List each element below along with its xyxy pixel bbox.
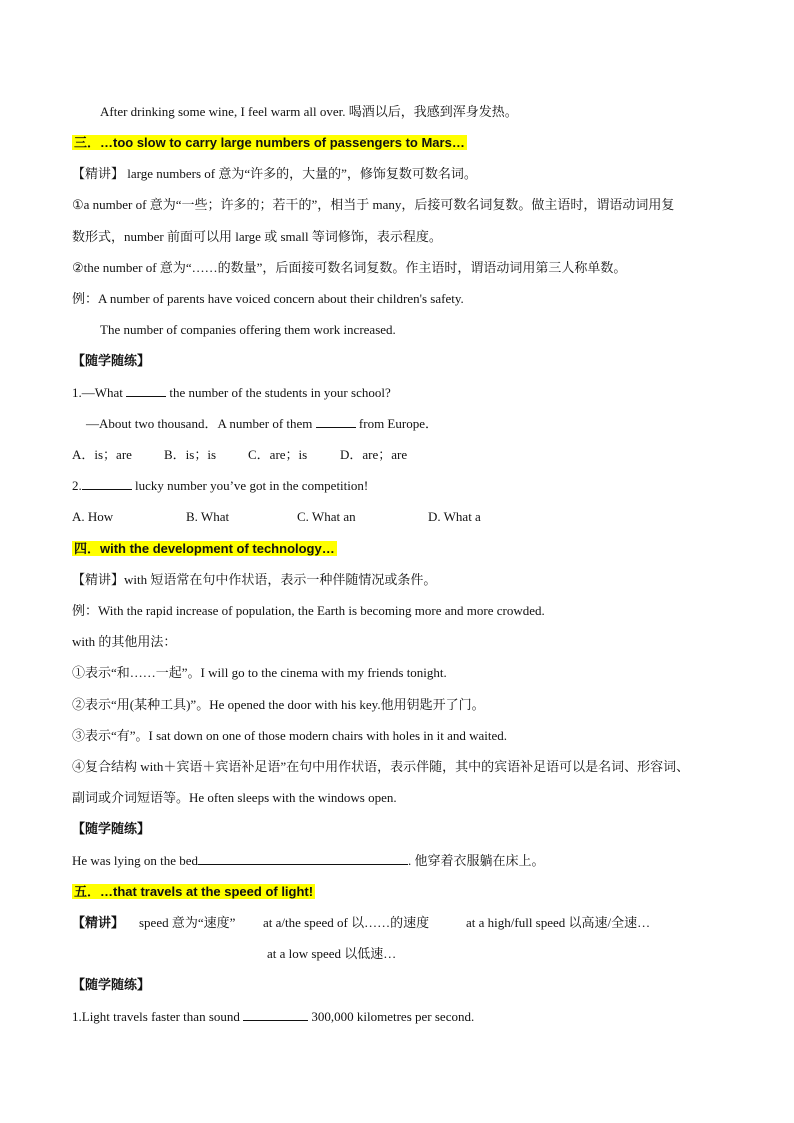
question-text: 300,000 kilometres per second. [308,1009,475,1024]
explanation-line: 【精讲】 large numbers of 意为“许多的，大量的”，修饰复数可数名词。 [72,166,477,181]
question-text: . 他穿着衣服躺在床上。 [408,853,545,868]
explanation-line: ②the number of 意为“……的数量”，后面接可数名词复数。作主语时，谓语动词用第三人称单数。 [72,260,627,275]
explanation-line: ①a number of 意为“一些；许多的；若干的”，相当于 many，后接可数名词复数。做主语时，谓语动词用复 [72,197,675,212]
example-sentence: 例：With the rapid increase of population, the Earth is becoming more and more crowded. [72,603,545,618]
answer-blank[interactable] [243,1008,308,1021]
explanation-line: 副词或介词短语等。He often sleeps with the windows open. [72,790,397,805]
question-text: lucky number you’ve got in the competition! [131,478,369,493]
question-text: 1.—What [72,385,127,400]
option-b[interactable]: B．is；is [164,447,217,462]
explanation-item: at a high/full speed 以高速/全速… [466,915,651,930]
question-text: the number of the students in your school? [166,385,391,400]
explanation-line: 数形式，number 前面可以用 large 或 small 等词修饰，表示程度。 [72,229,442,244]
example-sentence: The number of companies offering them work increased. [100,322,396,337]
explanation-line: ④复合结构 with＋宾语＋宾语补足语”在句中用作状语，表示伴随，其中的宾语补足语可以是名词、形容词、 [72,759,690,774]
question-text: He was lying on the bed [72,853,199,868]
option-d[interactable]: D. What a [428,509,481,524]
explanation-line: ③表示“有”。I sat down on one of those modern chairs with holes in it and waited. [72,728,508,743]
option-d[interactable]: D．are；are [340,447,408,462]
question-text: 1.Light travels faster than sound [72,1009,244,1024]
question-1a [72,384,391,402]
explanation-item: at a/the speed of 以……的速度 [263,915,430,930]
option-a[interactable]: A．is；are [72,447,132,462]
section-heading-4-text: 四．with the development of technology… [74,541,335,556]
explanation-line: ②表示“用(某种工具)”。He opened the door with his key.他用钥匙开了门。 [72,697,485,712]
explanation-line: with 的其他用法： [72,634,177,649]
question-text: —About two thousand．A number of them [86,416,316,431]
example-sentence: 例：A number of parents have voiced concern about their children's safety. [72,291,464,306]
question-4 [72,1008,474,1026]
answer-blank[interactable] [82,477,132,490]
example-sentence: After drinking some wine, I feel warm all over. 喝酒以后，我感到浑身发热。 [100,104,518,119]
answer-blank[interactable] [198,852,408,865]
explanation-line: 【精讲】with 短语常在句中作状语，表示一种伴随情况或条件。 [72,572,437,587]
section-heading-4 [72,540,337,558]
option-b[interactable]: B. What [186,509,230,524]
practice-heading: 【随学随练】 [72,821,151,836]
section-heading-5 [72,883,315,901]
answer-blank[interactable] [126,384,166,397]
explanation-line: ①表示“和……一起”。I will go to the cinema with my friends tonight. [72,665,447,680]
question-2 [72,477,368,495]
question-text: from Europe． [355,416,438,431]
section-heading-5-text: 五．…that travels at the speed of light! [74,884,314,899]
explanation-label: 【精讲】 [72,915,125,930]
option-c[interactable]: C. What an [297,509,356,524]
option-c[interactable]: C．are；is [248,447,308,462]
practice-heading: 【随学随练】 [72,977,151,992]
section-heading-3-text: 三．…too slow to carry large numbers of passengers to Mars… [74,135,465,150]
practice-heading: 【随学随练】 [72,353,151,368]
option-a[interactable]: A. How [72,509,114,524]
question-1b [86,415,438,433]
explanation-item: at a low speed 以低速… [267,946,397,961]
question-3 [72,852,545,870]
question-text: 2. [72,478,82,493]
section-heading-3 [72,134,467,152]
explanation-item: speed 意为“速度” [139,915,236,930]
answer-blank[interactable] [316,415,356,428]
